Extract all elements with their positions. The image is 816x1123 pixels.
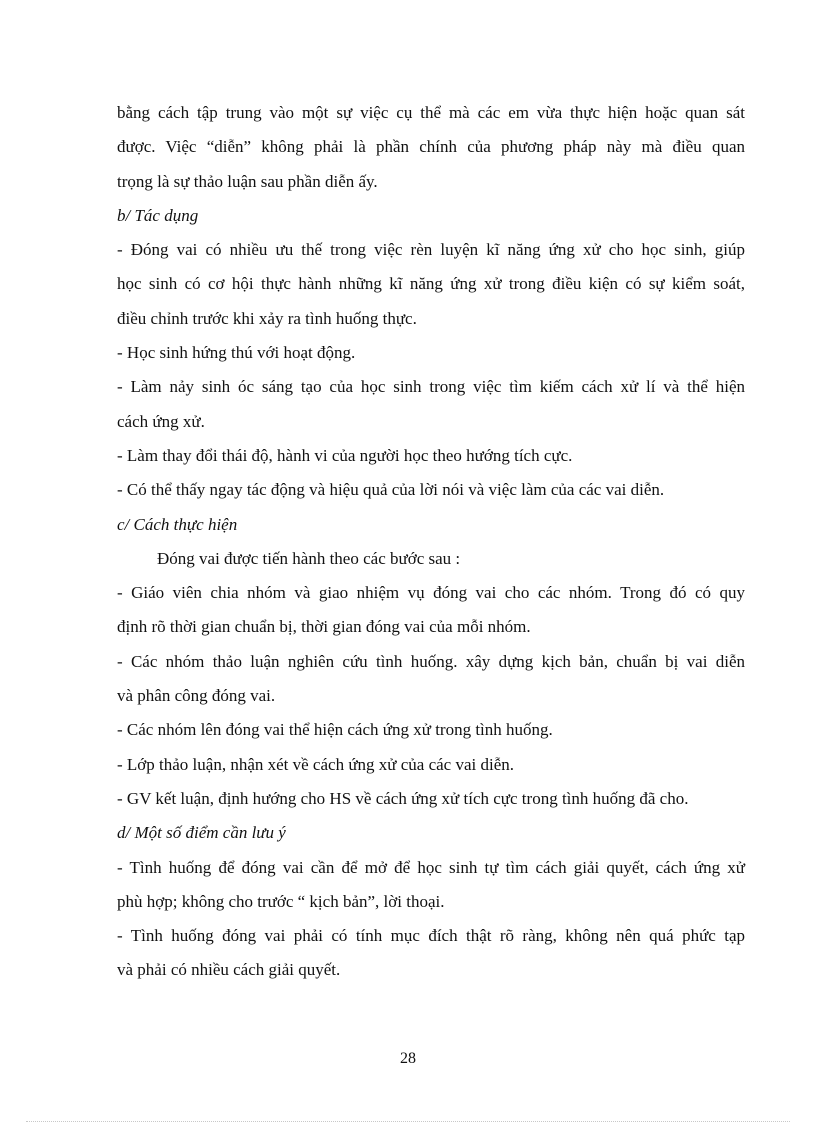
document-body [117, 96, 745, 988]
bullet-line: - GV kết luận, định hướng cho HS về cách ứng xử tích cực trong tình huống đã cho. [117, 788, 689, 808]
bullet-line: - Tình huống để đóng vai cần để mở để học sinh tự tìm cách giải quyết, cách ứng xử [117, 857, 745, 877]
bullet-line: - Giáo viên chia nhóm và giao nhiệm vụ đóng vai cho các nhóm. Trong đó có quy [117, 583, 745, 603]
bullet-line: - Có thể thấy ngay tác động và hiệu quả của lời nói và việc làm của các vai diễn. [117, 480, 665, 500]
page-bottom-divider [26, 1121, 790, 1122]
paragraph-line: phù hợp; không cho trước “ kịch bản”, lời thoại. [117, 891, 445, 911]
bullet-line: - Làm nảy sinh óc sáng tạo của học sinh trong việc tìm kiếm cách xử lí và thể hiện [117, 377, 745, 397]
paragraph-line: cách ứng xử. [117, 411, 205, 431]
bullet-line: - Làm thay đổi thái độ, hành vi của người học theo hướng tích cực. [117, 445, 573, 465]
section-heading-c: c/ Cách thực hiện [117, 514, 238, 534]
page-number: 28 [400, 1050, 416, 1067]
paragraph-line: được. Việc “diễn” không phải là phần chính của phương pháp này mà điều quan [117, 137, 745, 157]
section-heading-d: d/ Một số điểm cần lưu ý [117, 823, 286, 843]
bullet-line: - Các nhóm thảo luận nghiên cứu tình huống. xây dựng kịch bản, chuẩn bị vai diễn [117, 651, 745, 671]
paragraph-line: bằng cách tập trung vào một sự việc cụ thể mà các em vừa thực hiện hoặc quan sát [117, 103, 745, 122]
paragraph-line: học sinh có cơ hội thực hành những kĩ năng ứng xử trong điều kiện có sự kiểm soát, [117, 274, 745, 294]
paragraph-line: Đóng vai được tiến hành theo các bước sau : [157, 548, 461, 568]
paragraph-line: trọng là sự thảo luận sau phần diễn ấy. [117, 171, 378, 191]
paragraph-line: và phải có nhiều cách giải quyết. [117, 960, 341, 980]
bullet-line: - Tình huống đóng vai phải có tính mục đích thật rõ ràng, không nên quá phức tạp [117, 926, 745, 946]
bullet-line: - Đóng vai có nhiều ưu thế trong việc rèn luyện kĩ năng ứng xử cho học sinh, giúp [117, 240, 745, 260]
paragraph-line: định rõ thời gian chuẩn bị, thời gian đóng vai của mỗi nhóm. [117, 617, 531, 637]
section-heading-b: b/ Tác dụng [117, 205, 199, 225]
bullet-line: - Các nhóm lên đóng vai thể hiện cách ứng xử trong tình huống. [117, 720, 553, 740]
paragraph-line: điều chỉnh trước khi xảy ra tình huống thực. [117, 308, 417, 328]
paragraph-line: và phân công đóng vai. [117, 686, 276, 706]
bullet-line: - Học sinh hứng thú với hoạt động. [117, 343, 356, 363]
bullet-line: - Lớp thảo luận, nhận xét về cách ứng xử của các vai diễn. [117, 754, 515, 774]
